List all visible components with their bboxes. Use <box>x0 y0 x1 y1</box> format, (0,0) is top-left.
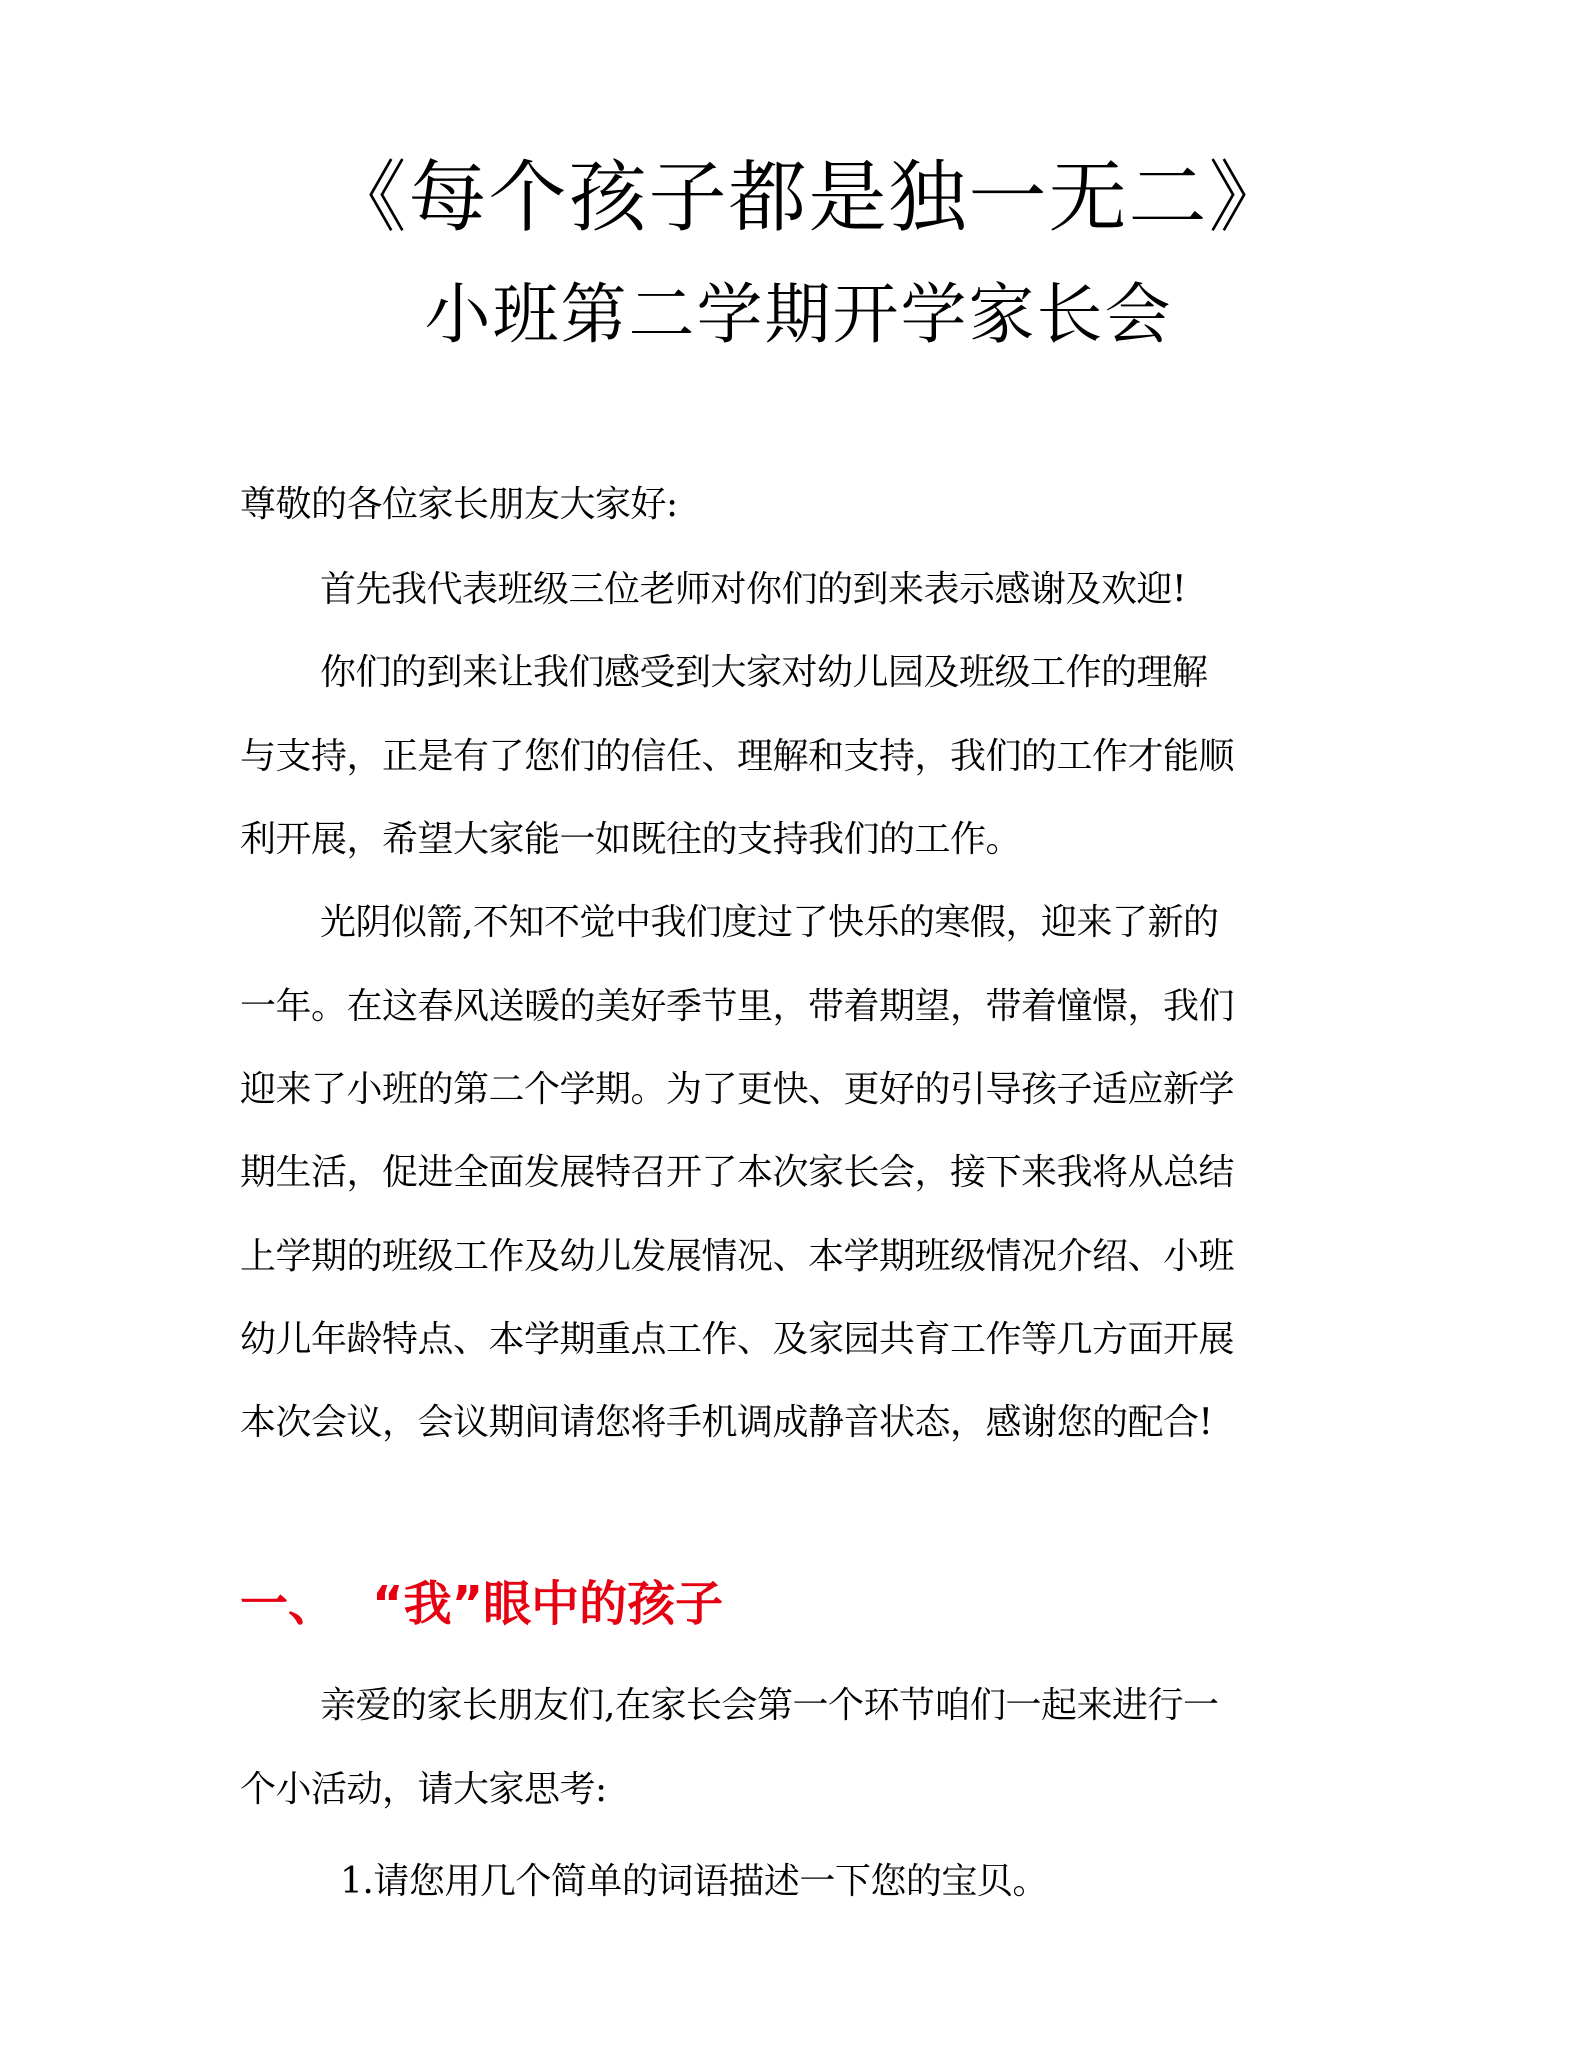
section-1-heading <box>240 1572 723 1636</box>
paragraph-3-line-4: 期生活，促进全面发展特召开了本次家长会，接下来我将从总结 <box>240 1152 1235 1193</box>
paragraph-3-line-7: 本次会议，会议期间请您将手机调成静音状态，感谢您的配合! <box>240 1402 1213 1443</box>
section-1-list-item-1: 1.请您用几个简单的词语描述一下您的宝贝。 <box>340 1861 1048 1902</box>
document-title: 《每个孩子都是独一无二》 <box>328 153 1289 243</box>
section-1-title: “我”眼中的孩子 <box>372 1576 724 1632</box>
document-subtitle: 小班第二学期开学家长会 <box>424 276 1173 353</box>
greeting: 尊敬的各位家长朋友大家好: <box>240 484 678 525</box>
paragraph-1-line-1: 首先我代表班级三位老师对你们的到来表示感谢及欢迎! <box>320 569 1186 610</box>
paragraph-3-line-5: 上学期的班级工作及幼儿发展情况、本学期班级情况介绍、小班 <box>240 1236 1235 1277</box>
paragraph-3-line-2: 一年。在这春风送暖的美好季节里，带着期望，带着憧憬，我们 <box>240 986 1235 1027</box>
paragraph-3-line-1: 光阴似箭,不知不觉中我们度过了快乐的寒假，迎来了新的 <box>320 902 1219 943</box>
paragraph-3-line-6: 幼儿年龄特点、本学期重点工作、及家园共育工作等几方面开展 <box>240 1319 1235 1360</box>
section-1-intro-line-1: 亲爱的家长朋友们,在家长会第一个环节咱们一起来进行一 <box>320 1685 1219 1726</box>
paragraph-2-line-3: 利开展，希望大家能一如既往的支持我们的工作。 <box>240 819 1022 860</box>
section-1-number: 一、 <box>240 1576 337 1632</box>
paragraph-3-line-3: 迎来了小班的第二个学期。为了更快、更好的引导孩子适应新学 <box>240 1069 1235 1110</box>
paragraph-2-line-2: 与支持，正是有了您们的信任、理解和支持，我们的工作才能顺 <box>240 736 1235 777</box>
paragraph-2-line-1: 你们的到来让我们感受到大家对幼儿园及班级工作的理解 <box>320 652 1208 693</box>
section-1-intro-line-2: 个小活动，请大家思考: <box>240 1769 607 1810</box>
